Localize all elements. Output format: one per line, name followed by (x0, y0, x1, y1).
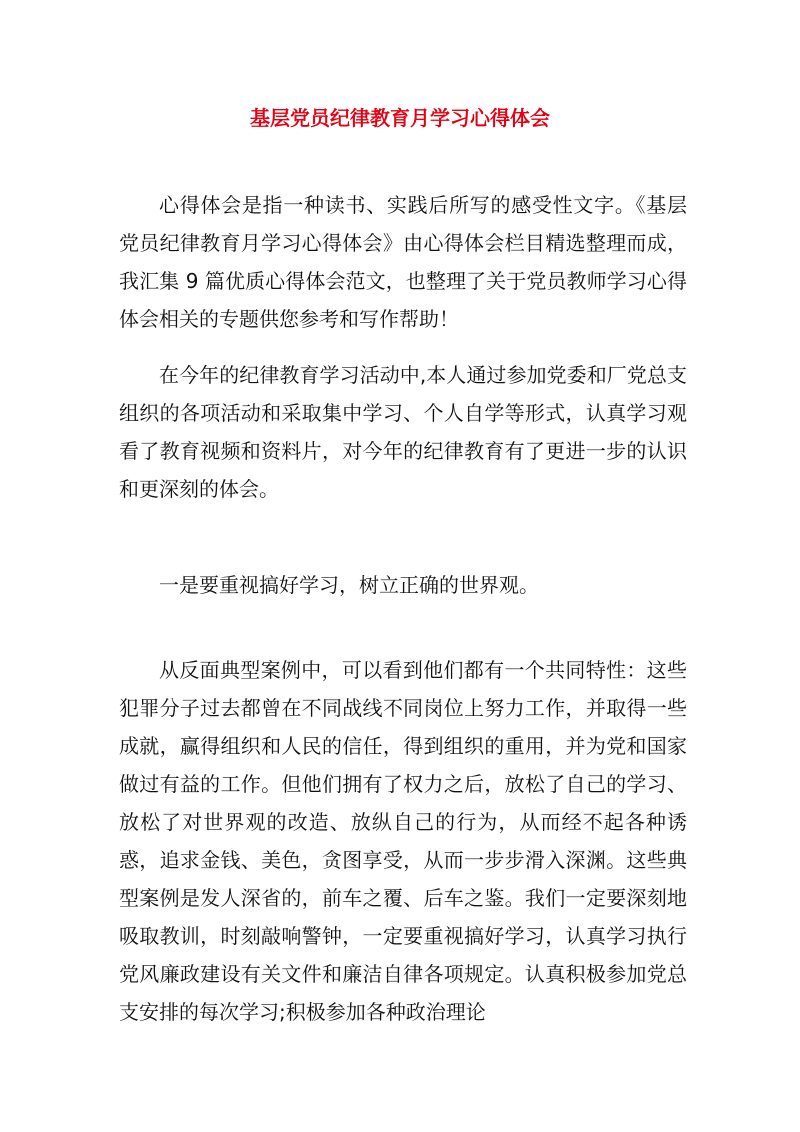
paragraph-text: 心得体会是指一种读书、实践后所写的感受性文字。《基层党员纪律教育月学习心得体会》由心得体会栏目精选整理而成，我汇集 9 篇优质心得体会范文，也整理了关于党员教师学习心得体会相关的专题供您参考和写作帮助！ (119, 193, 687, 331)
section-heading (119, 566, 687, 604)
document-title: 基层党员纪律教育月学习心得体会 (250, 106, 550, 130)
paragraph-cases (119, 651, 687, 1031)
paragraph-activity (119, 356, 687, 508)
paragraph-text: 在今年的纪律教育学习活动中,本人通过参加党委和厂党总支组织的各项活动和采取集中学习、个人自学等形式，认真学习观看了教育视频和资料片，对今年的纪律教育有了更进一步的认识和更深刻的体会。 (119, 363, 687, 501)
paragraph-intro (119, 186, 687, 338)
paragraph-text: 一是要重视搞好学习，树立正确的世界观。 (159, 573, 539, 597)
paragraph-text: 从反面典型案例中，可以看到他们都有一个共同特性：这些犯罪分子过去都曾在不同战线不同岗位上努力工作，并取得一些成就，赢得组织和人民的信任，得到组织的重用，并为党和国家做过有益的工作。但他们拥有了权力之后，放松了自己的学习、放松了对世界观的改造、放纵自己的行为，从而经不起各种诱惑，追求金钱、美色，贪图享受，从而一步步滑入深渊。这些典型案例是发人深省的，前车之覆、后车之鉴。我们一定要深刻地吸取教训，时刻敲响警钟，一定要重视搞好学习，认真学习执行党风廉政建设有关文件和廉洁自律各项规定。认真积极参加党总支安排的每次学习;积极参加各种政治理论 (119, 658, 687, 1024)
